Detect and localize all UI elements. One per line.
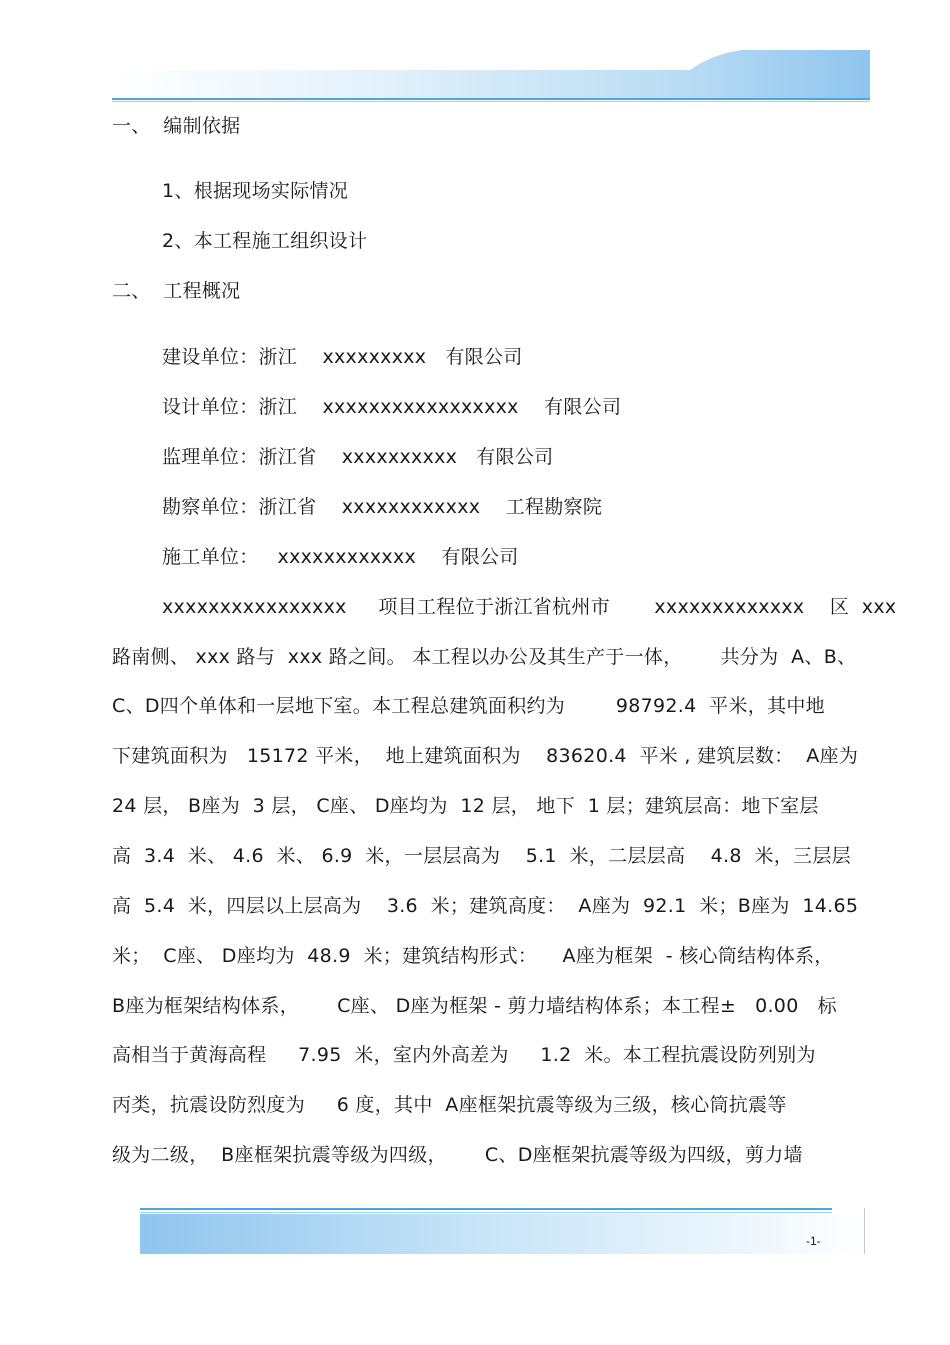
unit-line: 建设单位：浙江 xxxxxxxxx 有限公司 [162, 346, 523, 368]
section-heading: 一、 编制依据 [112, 115, 241, 137]
paragraph-line: 下建筑面积为 15172 平米， 地上建筑面积为 83620.4 平米 , 建筑层数： A座为 [112, 745, 859, 767]
paragraph-line: 米； C座、 D座均为 48.9 米；建筑结构形式： A座为框架 - 核心筒结构体系， [112, 945, 834, 967]
paragraph-line: 高 5.4 米，四层以上层高为 3.6 米；建筑高度： A座为 92.1 米；B座为 14.65 [112, 895, 859, 917]
page-number: -1- [806, 1234, 821, 1248]
paragraph-line: 路南侧、 xxx 路与 xxx 路之间。 本工程以办公及其生产于一体， 共分为 A、B、 [112, 646, 857, 668]
paragraph-line: B座为框架结构体系， C座、 D座为框架 - 剪力墙结构体系；本工程± 0.00 标 [112, 995, 837, 1017]
paragraph-line: C、D四个单体和一层地下室。本工程总建筑面积约为 98792.4 平米，其中地 [112, 695, 825, 717]
unit-line: 监理单位：浙江省 xxxxxxxxxx 有限公司 [162, 446, 554, 468]
unit-line: 施工单位： xxxxxxxxxxxx 有限公司 [162, 546, 519, 568]
paragraph-line: 级为二级， B座框架抗震等级为四级， C、D座框架抗震等级为四级，剪力墙 [112, 1144, 803, 1166]
section-heading: 二、 工程概况 [112, 280, 241, 302]
list-item: 2、本工程施工组织设计 [162, 230, 368, 252]
paragraph-line: 高相当于黄海高程 7.95 米，室内外高差为 1.2 米。本工程抗震设防列别为 [112, 1044, 816, 1066]
paragraph-line: 丙类，抗震设防烈度为 6 度，其中 A座框架抗震等级为三级，核心筒抗震等 [112, 1094, 787, 1116]
paragraph-line: 24 层， B座为 3 层， C座、 D座均为 12 层， 地下 1 层；建筑层高：地下室层 [112, 795, 819, 817]
footer-banner [140, 1208, 868, 1258]
unit-line: 设计单位：浙江 xxxxxxxxxxxxxxxxx 有限公司 [162, 396, 622, 418]
unit-line: 勘察单位：浙江省 xxxxxxxxxxxx 工程勘察院 [162, 496, 603, 518]
paragraph-line: xxxxxxxxxxxxxxxx 项目工程位于浙江省杭州市 xxxxxxxxxxxxx 区 xxx [162, 596, 897, 618]
paragraph-line: 高 3.4 米、 4.6 米、 6.9 米，一层层高为 5.1 米，二层层高 4.8 米，三层层 [112, 845, 851, 867]
list-item: 1、根据现场实际情况 [162, 180, 349, 202]
header-banner [112, 48, 870, 104]
